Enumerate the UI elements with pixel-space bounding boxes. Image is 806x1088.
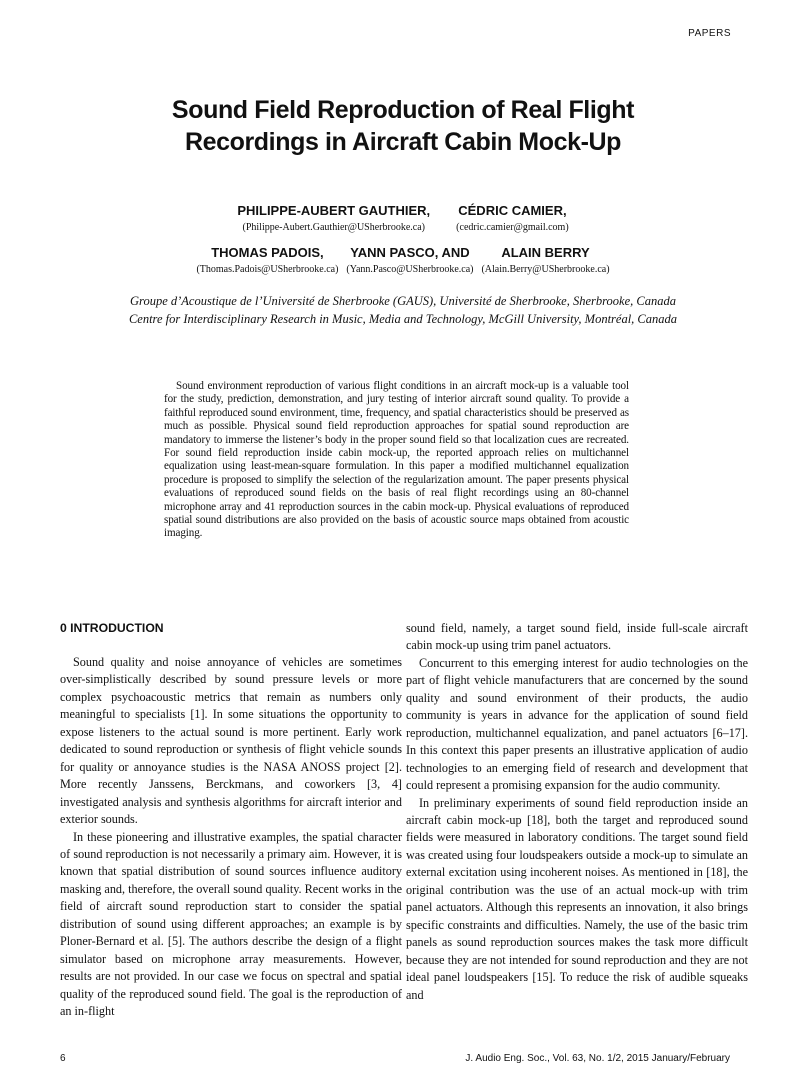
author-name: ALAIN BERRY — [501, 245, 590, 260]
page-number: 6 — [60, 1053, 66, 1064]
author-block — [344, 245, 475, 277]
author-email[interactable]: (cedric.camier@gmail.com) — [456, 222, 569, 233]
section-heading: 0 INTRODUCTION — [60, 621, 164, 635]
abstract: Sound environment reproduction of various flight conditions in an aircraft mock-up is a valuable tool for the study, prediction, demonstration, and jury testing of interior aircraft sound quality. To provide a faithful reproduced sound environment, time, frequency, and spatial characteristics should be preserved as much as possible. Physical sound field reproduction approaches for spatial sound reproduction are mandatory to immerse the listener’s body in the proper sound field so that localization cues are recreated. For sound field reproduction inside cabin mock-up, the reported approach relies on multichannel equalization using least-mean-square formulation. In this paper a modified multichannel equalization procedure is proposed to simplify the selection of the regularization amount. The paper presents physical evaluations of reproduced sound fields on the basis of real flight recordings using an 80-channel microphone array and 41 reproduction sources in the cabin mock-up. Physical evaluations of reproduced spatial sound distributions are also provided on the basis of acoustic source maps obtained from acoustic imaging. — [164, 380, 629, 540]
author-email[interactable]: (Yann.Pasco@USherbrooke.ca) — [346, 264, 474, 275]
author-email[interactable]: (Thomas.Padois@USherbrooke.ca) — [196, 264, 339, 275]
author-block — [479, 245, 611, 277]
journal-citation: J. Audio Eng. Soc., Vol. 63, No. 1/2, 2015 January/February — [465, 1053, 730, 1064]
author-row-1 — [0, 203, 806, 235]
paragraph: In these pioneering and illustrative examples, the spatial character of sound reproduction is not necessarily a primary aim. However, it is known that spatial distribution of sound sources influence auditory masking and, therefore, the overall sound quality. Recent works in the field of aircraft sound reproduction start to consider the spatial distribution of sound using different approaches; an example is by Ploner-Bernard et al. [5]. The authors describe the design of a flight simulator based on microphone array measurements. However, results are not provided. In our case we focus on spectral and spatial quality of the reproduced sound field. The goal is the reproduction of an in-flight — [60, 829, 402, 1019]
author-name: PHILIPPE-AUBERT GAUTHIER, — [237, 203, 431, 218]
author-name: YANN PASCO, AND — [350, 245, 470, 260]
author-block — [194, 245, 340, 277]
paragraph: Concurrent to this emerging interest for audio technologies on the part of flight vehicle manufacturers that are concerned by the sound quality and sound environment of their products, the audio community is years in advance for the application of sound field reproduction, multichannel equalization, and panel actuators [6–17]. In this context this paper presents an illustrative application of audio technologies to an emerging field of research and development that could represent a promising expansion for the audio community. — [406, 655, 748, 793]
author-block — [456, 203, 569, 235]
title-line-1: Sound Field Reproduction of Real Flight — [171, 96, 635, 124]
affiliations — [60, 292, 746, 328]
paragraph: Sound quality and noise annoyance of vehicles are sometimes over-simplistically described by sound pressure levels or more complex psychoacoustic metrics that remain as numbers only meaningful to specialists [1]. In some situations the opportunity to expose listeners to the actual sound is more pertinent. Early work dedicated to sound reproduction or synthesis of flight vehicle sounds for quality or annoyance studies is the NASA ANOSS project [2]. More recently Janssens, Berckmans, and coworkers [3, 4] investigated analysis and synthesis algorithms for aircraft interior and exterior sounds. — [60, 655, 402, 827]
author-name: THOMAS PADOIS, — [211, 245, 324, 260]
author-name: CÉDRIC CAMIER, — [458, 203, 567, 218]
column-left — [60, 620, 402, 1021]
affiliation-line: Groupe d’Acoustique de l’Université de Sherbrooke (GAUS), Université de Sherbrooke, Sherbrooke, Canada — [130, 294, 676, 308]
title-line-2: Recordings in Aircraft Cabin Mock-Up — [184, 128, 622, 156]
author-email[interactable]: (Philippe-Aubert.Gauthier@USherbrooke.ca) — [242, 222, 425, 233]
paragraph: sound field, namely, a target sound field, inside full-scale aircraft cabin mock-up using trim panel actuators. — [406, 621, 748, 653]
author-block — [237, 203, 430, 235]
section-tag: PAPERS — [688, 28, 731, 39]
author-row-2 — [0, 245, 806, 277]
paragraph: In preliminary experiments of sound field reproduction inside an aircraft cabin mock-up [18], both the target and reproduced sound fields were measured in laboratory conditions. The target sound field was created using four loudspeakers outside a mock-up to simulate an external excitation using incoherent noises. As mentioned in [18], the original contribution was the use of an actual mock-up with trim panel actuators. Although this represents an innovation, it also brings specific constraints and difficulties. Namely, the use of the basic trim panels as sound reproduction sources makes the task more difficult because they are not intended for sound reproduction and they are not ideal panel loudspeakers [15]. To reduce the risk of audible squeaks and — [406, 795, 748, 1002]
affiliation-line: Centre for Interdisciplinary Research in Music, Media and Technology, McGill University, Montréal, Canada — [128, 312, 678, 326]
column-right — [406, 620, 748, 1004]
author-email[interactable]: (Alain.Berry@USherbrooke.ca) — [481, 264, 610, 275]
paper-title — [60, 94, 746, 158]
